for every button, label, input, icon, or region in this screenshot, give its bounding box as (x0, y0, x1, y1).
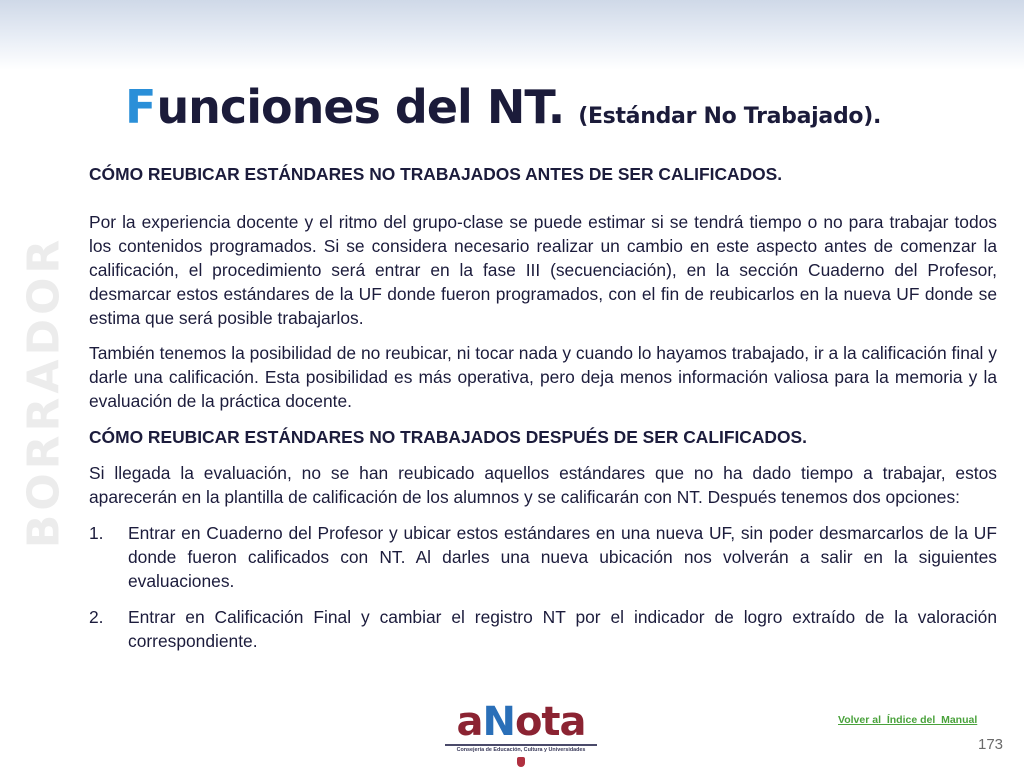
crest-icon (517, 757, 525, 767)
logo-letters-ota: ota (514, 699, 586, 745)
title-first-letter: F (125, 80, 157, 134)
paragraph-before-1: Por la experiencia docente y el ritmo del grupo-clase se puede estimar si se tendrá tiempo o no para trabajar todos los contenidos programados. Si se considera necesario realizar un cambio en este aspecto antes de comenzar la calificación, el procedimiento será entrar en la fase III (secuenciación), en la sección Cuaderno del Profesor, desmarcar estos estándares de la UF donde fueron programados, con el fin de reubicarlos en la nueva UF donde se estima que será posible trabajarlos. (89, 212, 997, 328)
section-heading-after: CÓMO REUBICAR ESTÁNDARES NO TRABAJADOS DESPUÉS DE SER CALIFICADOS. (89, 427, 807, 447)
paragraph-before-2: También tenemos la posibilidad de no reubicar, ni tocar nada y cuando lo hayamos trabajado, ir a la calificación final y darle una calificación. Esta posibilidad es más operativa, pero deja menos información valiosa para la memoria y la evaluación de la práctica docente. (89, 343, 997, 411)
list-text: Entrar en Calificación Final y cambiar el registro NT por el indicador de logro extraído de la valoración correspondiente. (128, 607, 997, 651)
page-title (125, 80, 881, 134)
list-item (89, 521, 997, 593)
list-number: 1. (89, 523, 104, 543)
list-number: 2. (89, 607, 104, 627)
title-main: unciones del NT. (156, 80, 565, 134)
logo-letter-a: a (456, 699, 483, 745)
list-item (89, 605, 997, 653)
logo-wordmark (441, 700, 601, 744)
back-to-index-link[interactable]: Volver al Índice del Manual (838, 714, 978, 726)
logo-tagline: Consejería de Educación, Cultura y Universidades (456, 747, 586, 753)
header-band (0, 0, 1024, 70)
paragraph-after: Si llegada la evaluación, no se han reubicado aquellos estándares que no ha dado tiempo a trabajar, estos aparecerán en la plantilla de calificación de los alumnos y se calificarán con NT. Después tenemos dos opciones: (89, 463, 997, 507)
draft-watermark: BORRADOR (18, 235, 70, 549)
list-text: Entrar en Cuaderno del Profesor y ubicar estos estándares en una nueva UF, sin poder desmarcarlos de la UF donde fueron calificados con NT. Al darles una nueva ubicación nos volverán a salir en la siguientes evaluaciones. (128, 523, 997, 591)
main-content (89, 162, 997, 653)
anota-logo (441, 700, 601, 768)
logo-letter-n: N (482, 699, 515, 745)
title-subtitle: (Estándar No Trabajado). (578, 104, 882, 129)
section-heading-before: CÓMO REUBICAR ESTÁNDARES NO TRABAJADOS ANTES DE SER CALIFICADOS. (89, 164, 783, 184)
page-number: 173 (978, 736, 1004, 753)
